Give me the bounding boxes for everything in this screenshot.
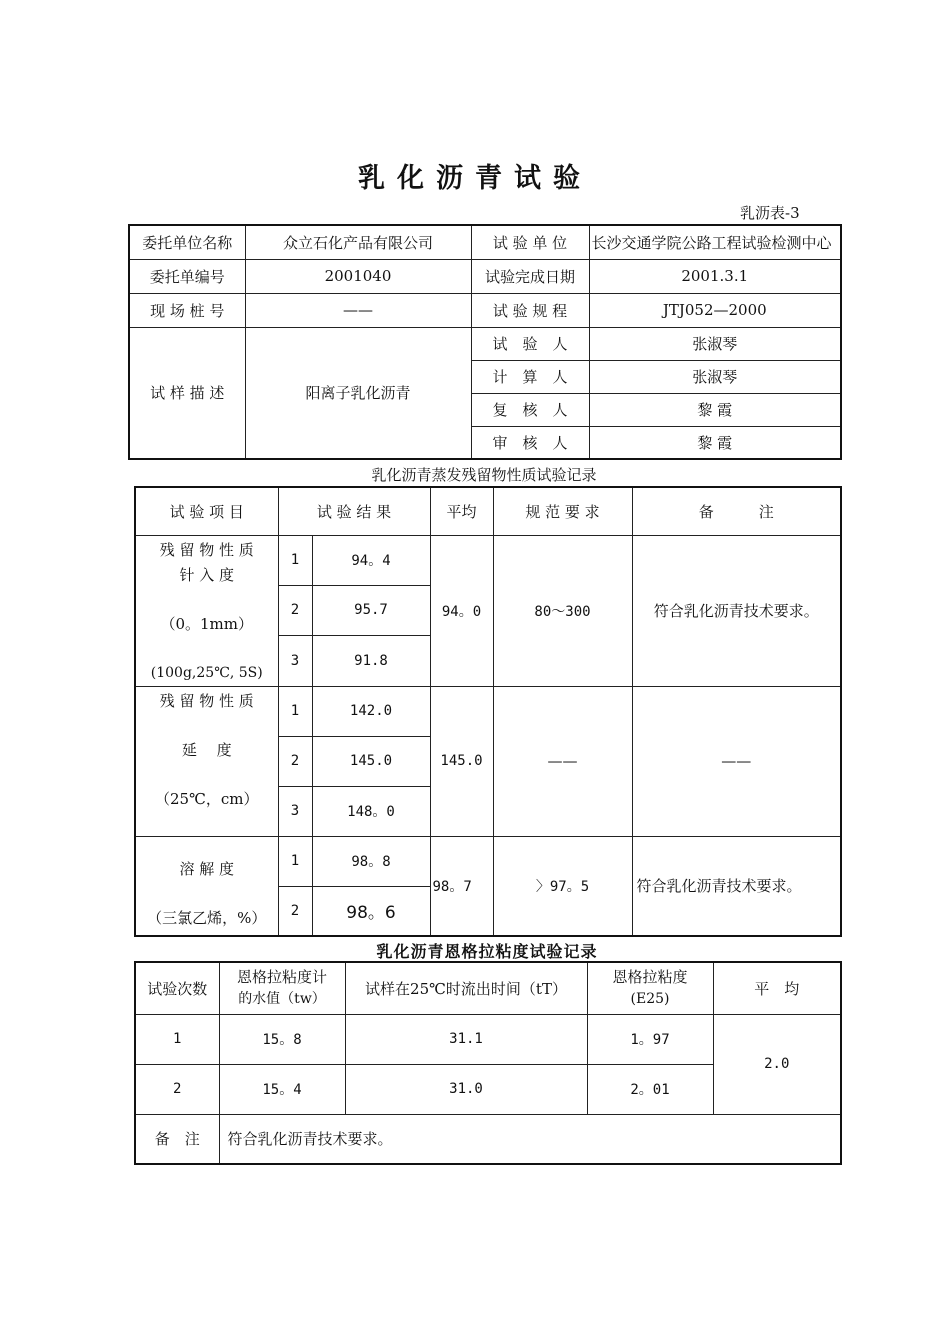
eng-header-water-2: 的水值（tw）: [238, 991, 326, 1008]
eng-avg: 2.0: [713, 1014, 841, 1114]
form-number: 乳沥表-3: [740, 204, 800, 222]
ductility-label-1: 残 留 物 性 质: [159, 691, 254, 710]
solubility-label: [135, 836, 278, 936]
info-table: [128, 224, 842, 460]
order-label: 委托单编号: [129, 259, 245, 293]
header-note: 备 注: [632, 487, 841, 535]
sol-v-1: 98。8: [312, 836, 430, 886]
header-item: 试 验 项 目: [135, 487, 278, 535]
sol-n-2: 2: [278, 886, 312, 936]
duc-v-3: 148。0: [312, 786, 430, 836]
client-label: 委托单位名称: [129, 225, 245, 259]
date-value: 2001.3.1: [589, 259, 841, 293]
engler-table: [134, 961, 842, 1165]
audit-label: 审 核 人: [471, 426, 589, 459]
sample-label: 试 样 描 述: [129, 327, 245, 459]
eng-header-water: [219, 962, 345, 1014]
sol-spec: 〉97。5: [493, 836, 632, 936]
duc-v-2: 145.0: [312, 736, 430, 786]
pen-v-2: 95.7: [312, 585, 430, 635]
calc-label: 计 算 人: [471, 360, 589, 393]
station-label: 现 场 桩 号: [129, 293, 245, 327]
tester-label: 试 验 人: [471, 327, 589, 360]
header-spec: 规 范 要 求: [493, 487, 632, 535]
pen-v-3: 91.8: [312, 636, 430, 686]
eng-header-visc-1: 恩格拉粘度: [612, 968, 688, 987]
eng-remark-value: 符合乳化沥青技术要求。: [219, 1114, 841, 1164]
audit-value: 黎 霞: [589, 426, 841, 459]
eng-header-visc: [587, 962, 713, 1014]
sol-avg: 98。7: [430, 836, 493, 936]
tester-value: 张淑琴: [589, 327, 841, 360]
solubility-label-1: 溶 解 度: [179, 859, 235, 878]
sol-v-2: 98。6: [312, 886, 430, 936]
spec-label: 试 验 规 程: [471, 293, 589, 327]
ductility-label: [135, 686, 278, 836]
client-value: 众立石化产品有限公司: [245, 225, 471, 259]
penetration-label-1: 残 留 物 性 质: [159, 540, 254, 559]
document-title: 乳化沥青试验: [358, 163, 592, 194]
solubility-label-2: （三氯乙烯，%）: [147, 908, 267, 927]
duc-n-2: 2: [278, 736, 312, 786]
eng-water-2: 15。4: [219, 1064, 345, 1114]
eng-header-count: 试验次数: [135, 962, 219, 1014]
ductility-label-3: （25℃，cm）: [155, 789, 259, 808]
pen-note: 符合乳化沥青技术要求。: [632, 535, 841, 686]
residue-table: [134, 486, 842, 937]
eng-time-2: 31.0: [345, 1064, 587, 1114]
eng-water-1: 15。8: [219, 1014, 345, 1064]
eng-n-1: 1: [135, 1014, 219, 1064]
review-label: 复 核 人: [471, 393, 589, 426]
pen-spec: 80～300: [493, 535, 632, 686]
duc-spec: ——: [493, 686, 632, 836]
duc-n-1: 1: [278, 686, 312, 736]
residue-caption: 乳化沥青蒸发残留物性质试验记录: [371, 466, 597, 484]
duc-note: ——: [632, 686, 841, 836]
eng-n-2: 2: [135, 1064, 219, 1114]
penetration-label-4: (100g,25℃, 5S): [150, 664, 263, 681]
pen-avg: 94。0: [430, 535, 493, 686]
eng-visc-2: 2。01: [587, 1064, 713, 1114]
eng-header-avg: 平 均: [713, 962, 841, 1014]
penetration-label: [135, 535, 278, 686]
engler-caption: 乳化沥青恩格拉粘度试验记录: [376, 942, 598, 961]
ductility-label-2: 延 度: [181, 740, 232, 759]
sol-n-1: 1: [278, 836, 312, 886]
duc-n-3: 3: [278, 786, 312, 836]
pen-n-3: 3: [278, 636, 312, 686]
eng-time-1: 31.1: [345, 1014, 587, 1064]
calc-value: 张淑琴: [589, 360, 841, 393]
pen-n-2: 2: [278, 585, 312, 635]
duc-v-1: 142.0: [312, 686, 430, 736]
eng-header-visc-2: (E25): [630, 991, 670, 1008]
sample-value: 阳离子乳化沥青: [245, 327, 471, 459]
penetration-label-2: 针 入 度: [179, 565, 235, 584]
pen-v-1: 94。4: [312, 535, 430, 585]
header-avg: 平均: [430, 487, 493, 535]
spec-value: JTJ052—2000: [589, 293, 841, 327]
review-value: 黎 霞: [589, 393, 841, 426]
header-result: 试 验 结 果: [278, 487, 430, 535]
date-label: 试验完成日期: [471, 259, 589, 293]
penetration-label-3: （0。1mm）: [160, 614, 254, 633]
duc-avg: 145.0: [430, 686, 493, 836]
eng-header-water-1: 恩格拉粘度计: [236, 968, 327, 987]
pen-n-1: 1: [278, 535, 312, 585]
eng-remark-label: 备 注: [135, 1114, 219, 1164]
eng-visc-1: 1。97: [587, 1014, 713, 1064]
lab-label: 试 验 单 位: [471, 225, 589, 259]
order-value: 2001040: [245, 259, 471, 293]
station-value: ——: [245, 293, 471, 327]
lab-value: 长沙交通学院公路工程试验检测中心: [589, 225, 841, 259]
eng-header-time: 试样在25℃时流出时间（tT）: [345, 962, 587, 1014]
sol-note: 符合乳化沥青技术要求。: [632, 836, 841, 936]
